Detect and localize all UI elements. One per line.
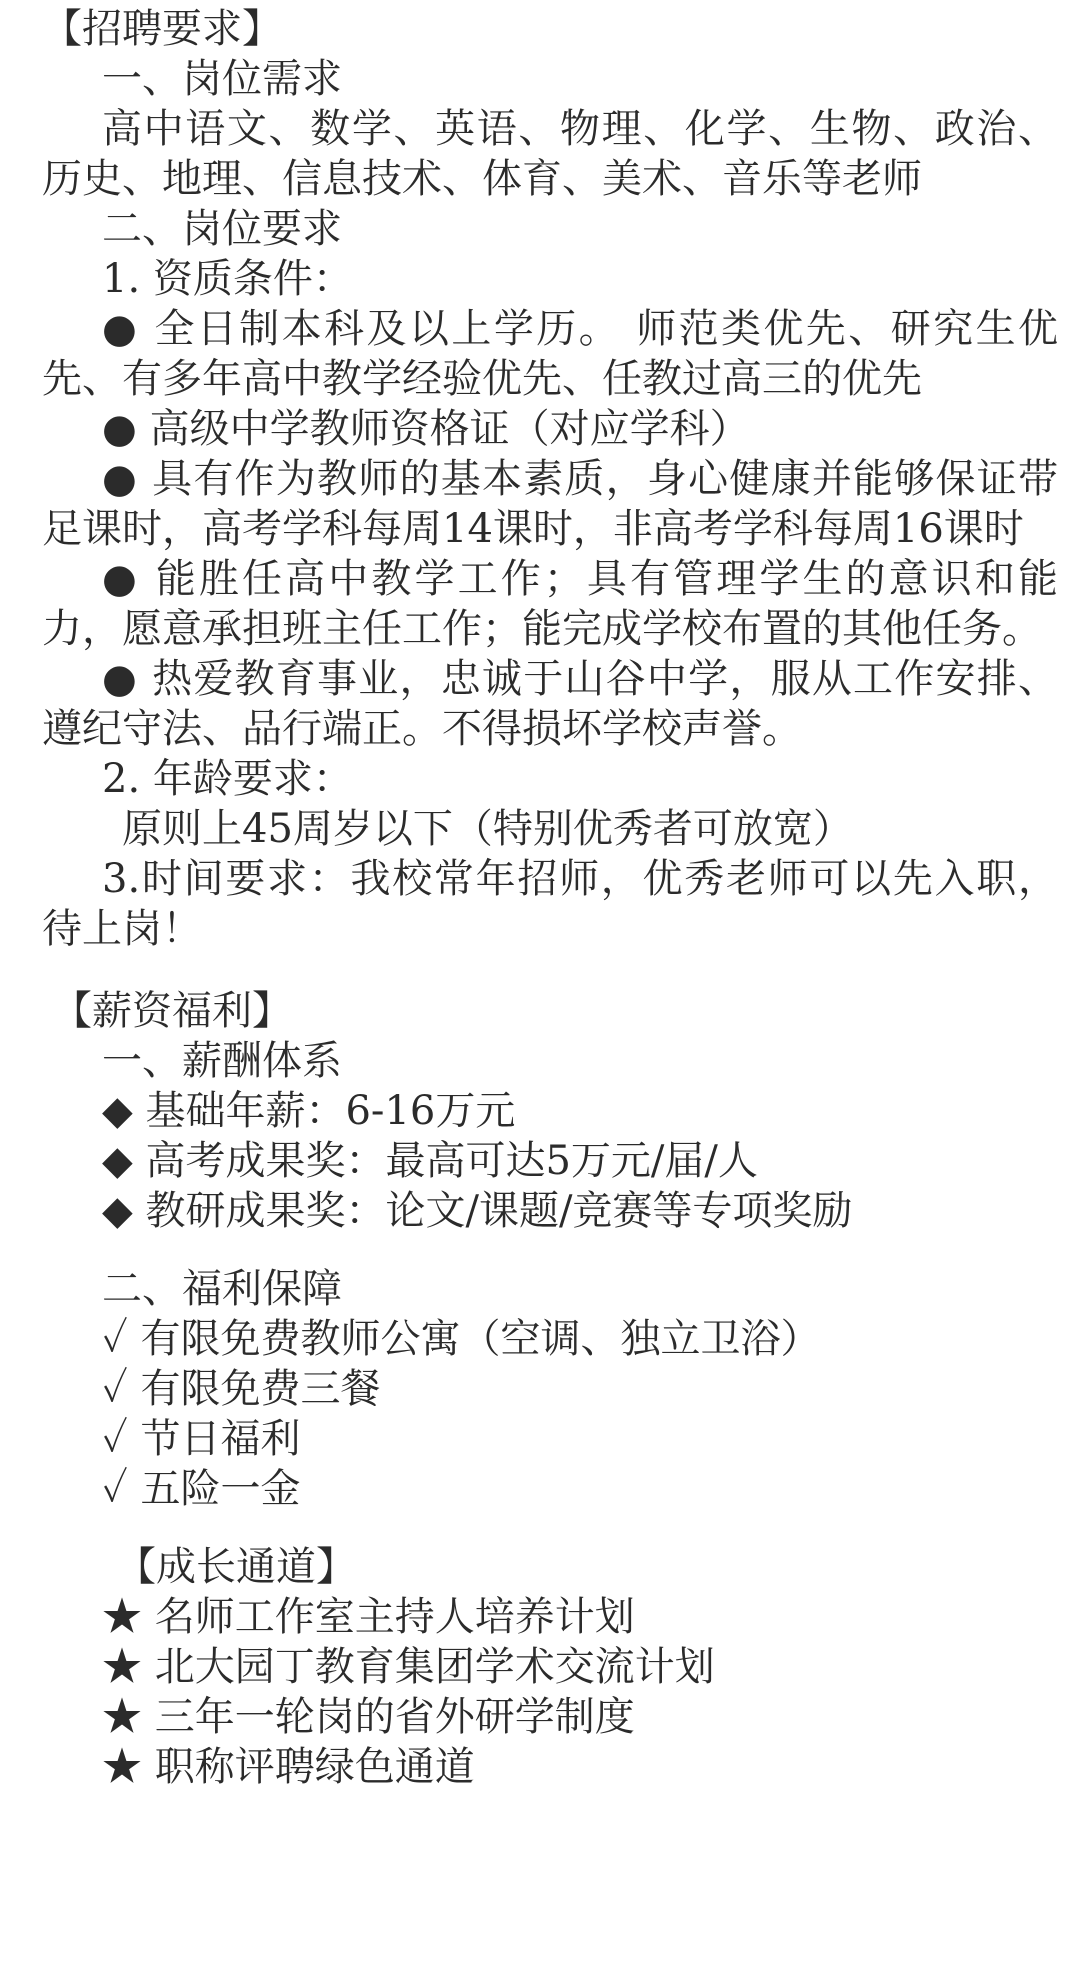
growth-item: ★ 职称评聘绿色通道 — [102, 1744, 475, 1790]
qualification-item: ● 能胜任高中教学工作；具有管理学生的意识和能力，愿意承担班主任工作；能完成学校布置的其他任务。 — [42, 556, 1058, 652]
requirements-heading: 二、岗位要求 — [102, 206, 342, 252]
benefit-item: ✓ 有限免费三餐 — [102, 1366, 381, 1412]
spacer — [42, 954, 1058, 986]
benefit-item: ✓ 节日福利 — [102, 1416, 301, 1462]
qualification-item: ● 热爱教育事业，忠诚于山谷中学，服从工作安排、遵纪守法、品行端正。不得损坏学校声誉。 — [42, 656, 1058, 752]
benefit-item: ✓ 五险一金 — [102, 1466, 301, 1512]
positions-text: 高中语文、数学、英语、物理、化学、生物、政治、历史、地理、信息技术、体育、美术、音乐等老师 — [42, 106, 1058, 202]
pay-item: ◆ 高考成果奖：最高可达5万元/届/人 — [102, 1138, 758, 1184]
pay-item: ◆ 教研成果奖：论文/课题/竞赛等专项奖励 — [102, 1188, 853, 1234]
spacer — [42, 1236, 1058, 1264]
age-text: 原则上45周岁以下（特别优秀者可放宽） — [122, 806, 853, 852]
salary-title: 【薪资福利】 — [52, 988, 292, 1034]
spacer — [42, 1514, 1058, 1542]
qualification-item: ● 具有作为教师的基本素质，身心健康并能够保证带足课时，高考学科每周14课时，非高考学科每周16课时 — [42, 456, 1058, 552]
positions-heading: 一、岗位需求 — [102, 56, 342, 102]
pay-heading: 一、薪酬体系 — [102, 1038, 342, 1084]
time-requirement: 3.时间要求：我校常年招师，优秀老师可以先入职，待上岗！ — [42, 856, 1058, 952]
pay-item: ◆ 基础年薪：6-16万元 — [102, 1088, 516, 1134]
qualification-item: ● 高级中学教师资格证（对应学科） — [102, 406, 750, 452]
growth-item: ★ 北大园丁教育集团学术交流计划 — [102, 1644, 715, 1690]
growth-item: ★ 名师工作室主持人培养计划 — [102, 1594, 635, 1640]
benefit-item: ✓ 有限免费教师公寓（空调、独立卫浴） — [102, 1316, 821, 1362]
growth-item: ★ 三年一轮岗的省外研学制度 — [102, 1694, 635, 1740]
benefit-heading: 二、福利保障 — [102, 1266, 342, 1312]
qualification-heading: 1. 资质条件： — [102, 256, 353, 302]
growth-title: 【成长通道】 — [116, 1544, 356, 1590]
recruit-title: 【招聘要求】 — [42, 6, 282, 52]
qualification-item: ● 全日制本科及以上学历。 师范类优先、研究生优先、有多年高中教学经验优先、任教过高三的优先 — [42, 306, 1058, 402]
age-heading: 2. 年龄要求： — [102, 756, 353, 802]
